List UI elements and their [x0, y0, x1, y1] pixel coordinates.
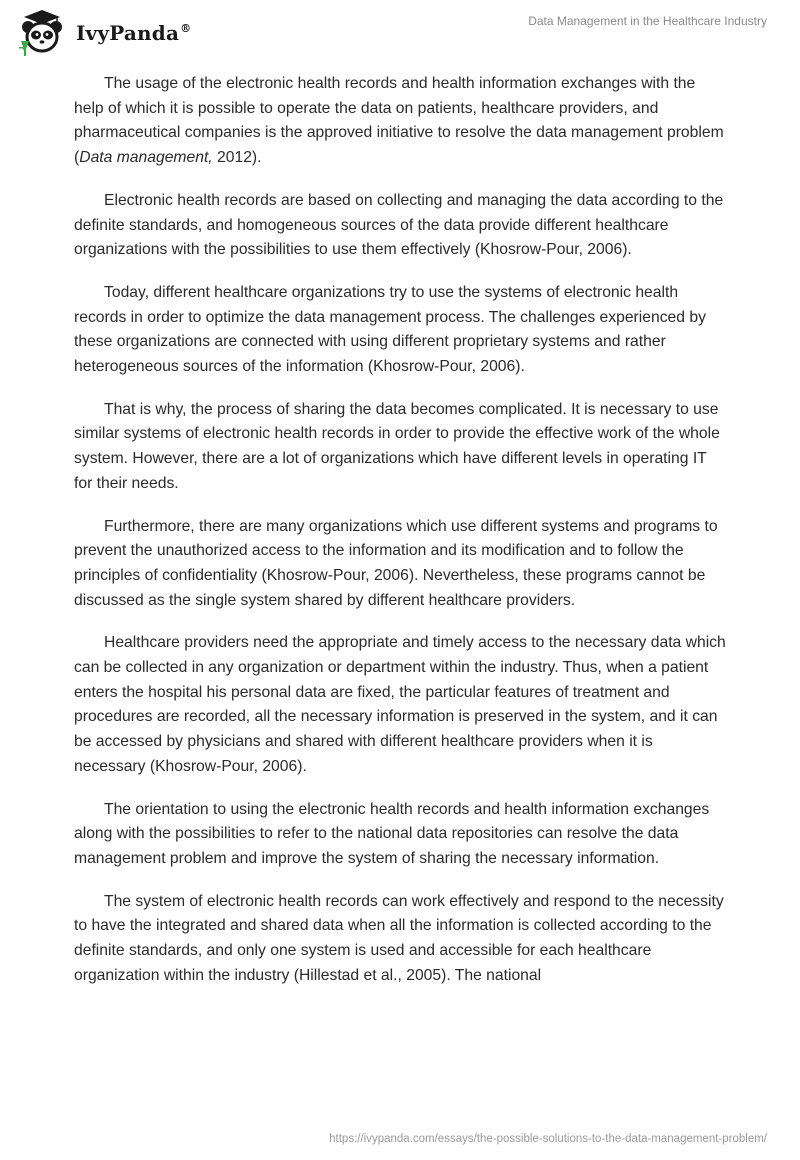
paragraph: The usage of the electronic health records and health information exchanges with the help of which it is possible to operate the data on patients, healthcare providers, and pharmaceutical companies is the approved initiative to resolve the data management problem (Data management, 2012).	[74, 75, 724, 167]
paragraph: Today, different healthcare organizations try to use the systems of electronic health records in order to optimize the data management process. The challenges experienced by these organizations are connected with using different proprietary systems and rather heterogeneous sources of the information (Khosrow-Pour, 2006).	[74, 283, 706, 376]
paragraph: Furthermore, there are many organizations which use different systems and programs to prevent the unauthorized access to the information and its modification and to follow the principles of confidentiality (Khosrow-Pour, 2006). Nevertheless, these programs cannot be discussed as the single system shared by different healthcare providers.	[74, 517, 718, 609]
document-title: Data Management in the Healthcare Industry	[528, 14, 767, 28]
essay-body	[74, 72, 728, 1007]
panda-logo-icon	[16, 8, 68, 58]
paragraph: That is why, the process of sharing the data becomes complicated. It is necessary to use similar systems of electronic health records in order to provide the effective work of the whole system. However, there are a lot of organizations which have different levels in operating IT for their needs.	[74, 400, 720, 492]
paragraph: Electronic health records are based on collecting and managing the data according to the definite standards, and homogeneous sources of the data provide different healthcare organizations with the possibilities to use them effectively (Khosrow-Pour, 2006).	[74, 191, 724, 259]
brand-logo[interactable]	[16, 8, 191, 58]
page-header	[0, 0, 800, 70]
cited-title: Data management,	[79, 149, 213, 167]
paragraph: Healthcare providers need the appropriate and timely access to the necessary data which can be collected in any organization or department within the industry. Thus, when a patient enters the hospital his personal data are fixed, the particular features of treatment and procedures are recorded, all the necessary information is preserved in the system, and it can be accessed by physicians and shared with different healthcare providers when it is necessary (Khosrow-Pour, 2006).	[74, 634, 726, 775]
brand-name: IvyPanda®	[76, 21, 192, 45]
paragraph: The system of electronic health records can work effectively and respond to the necessity to have the integrated and shared data when all the information is collected according to the definite standards, and only one system is used and accessible for each healthcare organization within the industry (Hillestad et al., 2005). The national	[74, 892, 724, 984]
source-url[interactable]: https://ivypanda.com/essays/the-possible-solutions-to-the-data-management-problem/	[329, 1133, 767, 1145]
paragraph: The orientation to using the electronic health records and health information exchanges along with the possibilities to refer to the national data repositories can resolve the data management problem and improve the system of sharing the necessary information.	[74, 800, 710, 867]
